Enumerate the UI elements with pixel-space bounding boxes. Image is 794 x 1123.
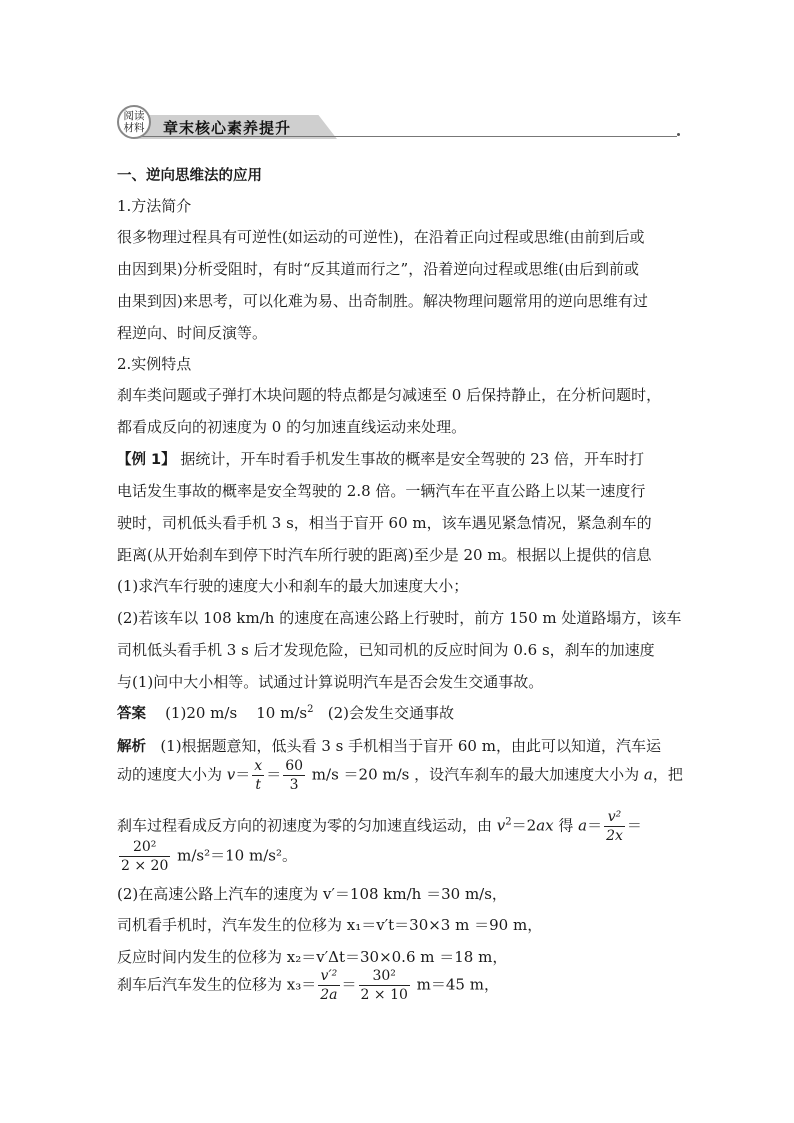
equals: ＝ bbox=[235, 765, 251, 784]
fraction-v2-over-2x bbox=[604, 808, 625, 845]
solution-line: 刹车后汽车发生的位移为 x₃＝ $\frac{\text{v′²}}{2a}$ ＝ $\frac{\text{30²}}{2 \times 10}$ m＝45 m， bbox=[117, 968, 499, 1003]
solution-text: (1)根据题意知，低头看 3 s 手机相当于盲开 60 m，由此可以知道，汽车运 bbox=[160, 737, 661, 755]
answer-2: (2)会发生交通事故 bbox=[327, 704, 455, 722]
solution-text: m/s²＝10 m/s²。 bbox=[172, 846, 297, 865]
var-ax: ax bbox=[536, 816, 554, 835]
fraction-60-over-3 bbox=[283, 757, 305, 794]
answer-1: (1)20 m/s bbox=[165, 704, 238, 722]
solution-line: 司机看手机时，汽车发生的位移为 x₁＝v′t＝30×3 m ＝90 m， bbox=[117, 916, 543, 934]
example-line bbox=[117, 448, 644, 469]
question-1: (1)求汽车行驶的速度大小和刹车的最大加速度大小； bbox=[117, 577, 469, 595]
solution-line bbox=[117, 838, 297, 875]
solution-text: 得 bbox=[553, 816, 579, 835]
paragraph-line: 都看成反向的初速度为 0 的匀加速直线运动来处理。 bbox=[117, 418, 467, 436]
solution-label: 解析 bbox=[117, 739, 146, 755]
paragraph-line: 刹车类问题或子弹打木块问题的特点都是匀减速至 0 后保持静止，在分析问题时， bbox=[117, 386, 662, 404]
question-2-line: 司机低头看手机 3 s 后才发现危险，已知司机的反应时间为 0.6 s，刹车的加速度 bbox=[117, 641, 655, 659]
denominator: t bbox=[255, 777, 262, 793]
fraction-20sq-over-2x20 bbox=[119, 838, 170, 875]
var-a: a bbox=[643, 765, 653, 784]
header-rule bbox=[131, 136, 677, 137]
denominator: 2 × 20 bbox=[121, 858, 169, 874]
numerator: 60 bbox=[285, 758, 304, 774]
answer-line: 答案 (1)20 m/s 10 $m/s^2$ (2)会发生交通事故 bbox=[117, 704, 455, 722]
numerator: 30² bbox=[359, 967, 410, 986]
badge-bottom-text: 材料 bbox=[123, 122, 145, 134]
chapter-header bbox=[117, 103, 680, 139]
var-v: v bbox=[226, 765, 236, 784]
numerator: v′² bbox=[318, 967, 339, 986]
paragraph-line: 由果到因)来思考，可以化难为易、出奇制胜。解决物理问题常用的逆向思维有过 bbox=[117, 292, 648, 310]
subheading-example: 2.实例特点 bbox=[117, 355, 192, 373]
section-heading: 一、逆向思维法的应用 bbox=[117, 168, 262, 184]
example-line: 距离(从开始刹车到停下时汽车所行驶的距离)至少是 20 m。根据以上提供的信息 bbox=[117, 546, 652, 564]
numerator: x bbox=[254, 758, 263, 774]
solution-line: 刹车过程看成反方向的初速度为零的匀加速直线运动，由 $v^2=2ax$ 得 a＝ $\frac{\text{v²}}{2x}$ ＝ bbox=[117, 809, 642, 844]
paragraph-line: 很多物理过程具有可逆性(如运动的可逆性)，在沿着正向过程或思维(由前到后或 bbox=[117, 228, 645, 246]
denominator: 2x bbox=[606, 828, 623, 844]
question-2-line: (2)若该车以 108 km/h 的速度在高速公路上行驶时，前方 150 m 处道路塌方，该车 bbox=[117, 609, 682, 627]
example-line: 电话发生事故的概率是安全驾驶的 2.8 倍。一辆汽车在平直公路上以某一速度行 bbox=[117, 482, 646, 500]
solution-text: 动的速度大小为 bbox=[117, 765, 227, 784]
fraction-30sq-over-2x10 bbox=[359, 967, 410, 1004]
paragraph-line: 由因到果)分析受阻时，有时“反其道而行之”，沿着逆向过程或思维(由后到前或 bbox=[117, 260, 640, 278]
solution-line: 反应时间内发生的位移为 x₂＝v′Δt＝30×0.6 m ＝18 m， bbox=[117, 948, 508, 966]
example-text: 据统计，开车时看手机发生事故的概率是安全驾驶的 23 倍，开车时打 bbox=[180, 450, 645, 468]
denominator: 3 bbox=[289, 777, 299, 793]
denominator: 2 × 10 bbox=[360, 987, 408, 1003]
answer-1b: 10 m/s bbox=[256, 704, 308, 722]
answer-label: 答案 bbox=[117, 706, 146, 722]
solution-text: m＝45 m， bbox=[411, 975, 499, 994]
subheading-method: 1.方法简介 bbox=[117, 197, 192, 215]
solution-text: 刹车过程看成反方向的初速度为零的匀加速直线运动，由 bbox=[117, 816, 497, 835]
question-2-line: 与(1)问中大小相等。试通过计算说明汽车是否会发生交通事故。 bbox=[117, 673, 544, 691]
paragraph-line: 程逆向、时间反演等。 bbox=[117, 324, 268, 342]
example-line: 驶时，司机低头看手机 3 s，相当于盲开 60 m，该车遇见紧急情况，紧急刹车的 bbox=[117, 514, 652, 532]
reading-material-badge bbox=[117, 105, 151, 139]
fraction-vprime2-over-2a bbox=[318, 967, 339, 1004]
equals: ＝ bbox=[266, 765, 282, 784]
solution-text: m/s ＝20 m/s ，设汽车刹车的最大加速度大小为 bbox=[307, 765, 644, 784]
solution-text: 刹车后汽车发生的位移为 x₃＝ bbox=[117, 975, 317, 994]
numerator: v² bbox=[604, 808, 625, 827]
var-v2: v bbox=[496, 816, 506, 835]
var-a: a bbox=[578, 816, 588, 835]
chapter-title: 章末核心素养提升 bbox=[163, 119, 292, 137]
header-rule-dot bbox=[677, 133, 680, 136]
solution-line bbox=[117, 757, 683, 794]
denominator: 2a bbox=[320, 987, 338, 1003]
numerator: 20² bbox=[119, 838, 170, 857]
fraction-x-over-t bbox=[252, 757, 264, 794]
solution-line bbox=[117, 735, 661, 756]
badge-top-text: 阅读 bbox=[123, 110, 145, 122]
solution-line: (2)在高速公路上汽车的速度为 v′＝108 km/h ＝30 m/s， bbox=[117, 885, 507, 903]
equals: ＝2 bbox=[511, 816, 537, 835]
example-label: 【例 1】 bbox=[117, 452, 176, 468]
solution-text: ，把 bbox=[652, 765, 683, 784]
